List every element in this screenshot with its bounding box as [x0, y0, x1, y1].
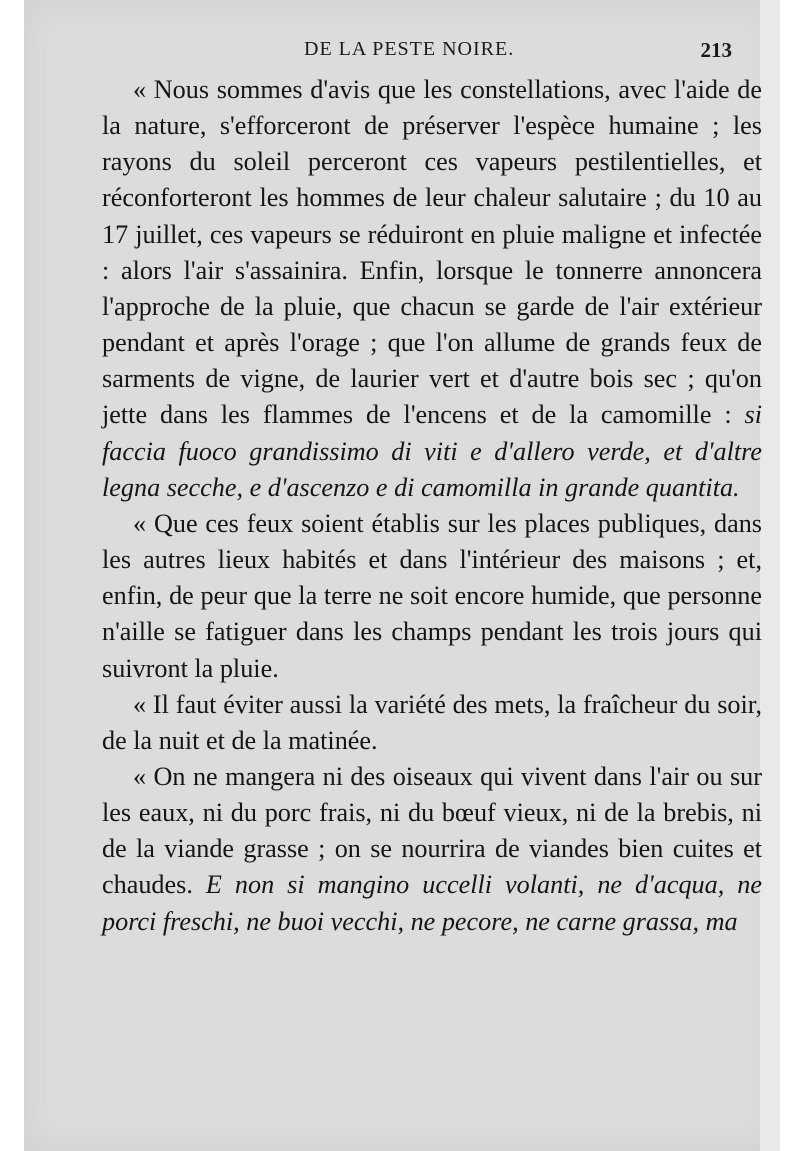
page-number: 213 [700, 38, 732, 62]
paragraph-1-italic-quote: si faccia fuoco grandissimo di viti e d'allero verde, et d'altre legna secche, e d'ascenzo e di camomilla in grande quantita. [102, 400, 762, 502]
paragraph-3 [102, 687, 762, 759]
running-title: DE LA PESTE NOIRE. [304, 38, 515, 60]
paragraph-1-text: « Nous sommes d'avis que les constellations, avec l'aide de la nature, s'efforceront de préserver l'espèce humaine ; les rayons du soleil perceront ces vapeurs pestilentielles, et réconforteront les hommes de leur chaleur salutaire ; du 10 au 17 juillet, ces vapeurs se réduiront en pluie maligne et infectée : alors l'air s'assainira. Enfin, lorsque le tonnerre annoncera l'approche de la pluie, que chacun se garde de l'air extérieur pendant et après l'orage ; que l'on allume de grands feux de sarments de vigne, de laurier vert et d'autre bois sec ; qu'on jette dans les flammes de l'encens et de la camomille : [102, 75, 762, 430]
page-header [24, 38, 780, 66]
body-text [102, 72, 762, 940]
paragraph-2 [102, 506, 762, 687]
paragraph-3-text: « Il faut éviter aussi la variété des mets, la fraîcheur du soir, de la nuit et de la matinée. [102, 689, 762, 755]
paragraph-4 [102, 759, 762, 940]
paragraph-2-text: « Que ces feux soient établis sur les places publiques, dans les autres lieux habités et dans l'intérieur des maisons ; et, enfin, de peur que la terre ne soit encore humide, que personne n'aille se fatiguer dans les champs pendant les trois jours qui suivront la pluie. [102, 508, 762, 683]
page-edge [760, 0, 780, 1151]
paragraph-1 [102, 72, 762, 506]
paragraph-4-text: « On ne mangera ni des oiseaux qui vivent dans l'air ou sur les eaux, ni du porc frais, ni du bœuf vieux, ni de la brebis, ni de la viande grasse ; on se nourrira de viandes bien cuites et chaudes. [102, 761, 762, 900]
paragraph-4-italic-quote: E non si mangino uccelli volanti, ne d'acqua, ne porci freschi, ne buoi vecchi, ne pecore, ne carne grassa, ma [102, 870, 762, 936]
book-page [24, 0, 780, 1151]
